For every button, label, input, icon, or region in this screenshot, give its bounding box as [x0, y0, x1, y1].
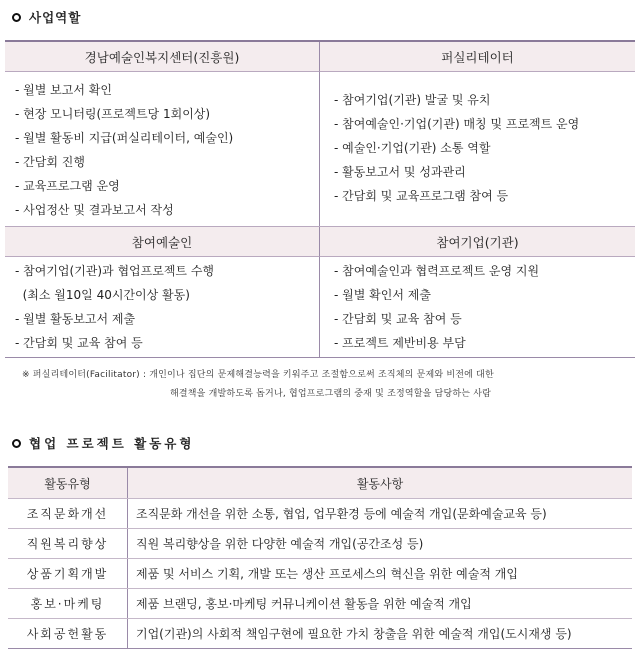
table-row [8, 499, 632, 529]
section-title-activities [12, 434, 194, 452]
list-item: - 참여기업(기관) 발굴 및 유치 [334, 93, 491, 107]
list-item: - 프로젝트 제반비용 부담 [334, 336, 466, 350]
gyeongnam-duties [5, 72, 320, 226]
table-row [8, 559, 632, 589]
table-row [8, 529, 632, 559]
artist-duties [5, 257, 320, 357]
list-item: - 월별 활동보고서 제출 [15, 312, 136, 326]
activity-detail: 직원 복리향상을 위한 다양한 예술적 개입(공간조성 등) [136, 537, 424, 551]
activity-type: 홍보·마케팅 [8, 589, 128, 618]
list-item: - 참여예술인과 협력프로젝트 운영 지원 [334, 264, 540, 278]
activity-detail: 조직문화 개선을 위한 소통, 협업, 업무환경 등에 예술적 개입(문화예술교육 등) [136, 507, 547, 521]
company-duties [320, 257, 635, 357]
list-item: - 월별 보고서 확인 [15, 83, 112, 97]
list-item: - 사업정산 및 결과보고서 작성 [15, 203, 174, 217]
list-item: - 참여예술인·기업(기관) 매칭 및 프로젝트 운영 [334, 117, 580, 131]
section-title-text: 사업역할 [29, 10, 82, 25]
header-artist: 참여예술인 [5, 227, 320, 257]
header-company: 참여기업(기관) [320, 227, 635, 257]
section-title-text: 협업 프로젝트 활동유형 [29, 436, 195, 451]
note-line-1: ※ 퍼실리테이터(Facilitator) : 개인이나 집단의 문제해결능력을 키워주고 조절함으로써 조직체의 문제와 비전에 대한 [22, 370, 494, 380]
list-item: - 월별 확인서 제출 [334, 288, 431, 302]
activity-table [8, 466, 632, 649]
list-item: - 월별 활동비 지급(퍼실리테이터, 예술인) [15, 131, 234, 145]
header-activity-type: 활동유형 [8, 468, 128, 498]
activity-type: 상품기획개발 [8, 559, 128, 588]
list-item: - 현장 모니터링(프로젝트당 1회이상) [15, 107, 211, 121]
activity-detail: 기업(기관)의 사회적 책임구현에 필요한 가치 창출을 위한 예술적 개입(도시재생 등) [136, 627, 572, 641]
note-line-2: 해결책을 개발하도록 돕거나, 협업프로그램의 중재 및 조정역할을 담당하는 사람 [170, 389, 492, 399]
list-item: - 간담회 진행 [15, 155, 85, 169]
activity-detail: 제품 브랜딩, 홍보·마케팅 커뮤니케이션 활동을 위한 예술적 개입 [136, 597, 472, 611]
facilitator-duties [320, 72, 635, 226]
circle-bullet-icon [12, 439, 21, 448]
list-item: (최소 월10일 40시간이상 활동) [15, 288, 190, 302]
activity-detail: 제품 및 서비스 기획, 개발 또는 생산 프로세스의 혁신을 위한 예술적 개입 [136, 567, 518, 581]
roles-table [5, 40, 635, 358]
list-item: - 참여기업(기관)과 협업프로젝트 수행 [15, 264, 215, 278]
activity-type: 조직문화개선 [8, 499, 128, 528]
list-item: - 간담회 및 교육 참여 등 [334, 312, 462, 326]
facilitator-note [22, 366, 638, 404]
table-row [8, 589, 632, 619]
activity-type: 사회공헌활동 [8, 619, 128, 648]
activity-type: 직원복리향상 [8, 529, 128, 558]
header-gyeongnam: 경남예술인복지센터(진흥원) [5, 42, 320, 72]
list-item: - 간담회 및 교육 참여 등 [15, 336, 143, 350]
section-title-roles [12, 8, 81, 26]
header-activity-details: 활동사항 [356, 476, 404, 491]
list-item: - 예술인·기업(기관) 소통 역할 [334, 141, 491, 155]
list-item: - 간담회 및 교육프로그램 참여 등 [334, 189, 509, 203]
circle-bullet-icon [12, 13, 21, 22]
list-item: - 교육프로그램 운영 [15, 179, 120, 193]
table-row [8, 619, 632, 648]
header-facilitator: 퍼실리테이터 [320, 42, 635, 72]
list-item: - 활동보고서 및 성과관리 [334, 165, 466, 179]
table-header-row [8, 468, 632, 499]
